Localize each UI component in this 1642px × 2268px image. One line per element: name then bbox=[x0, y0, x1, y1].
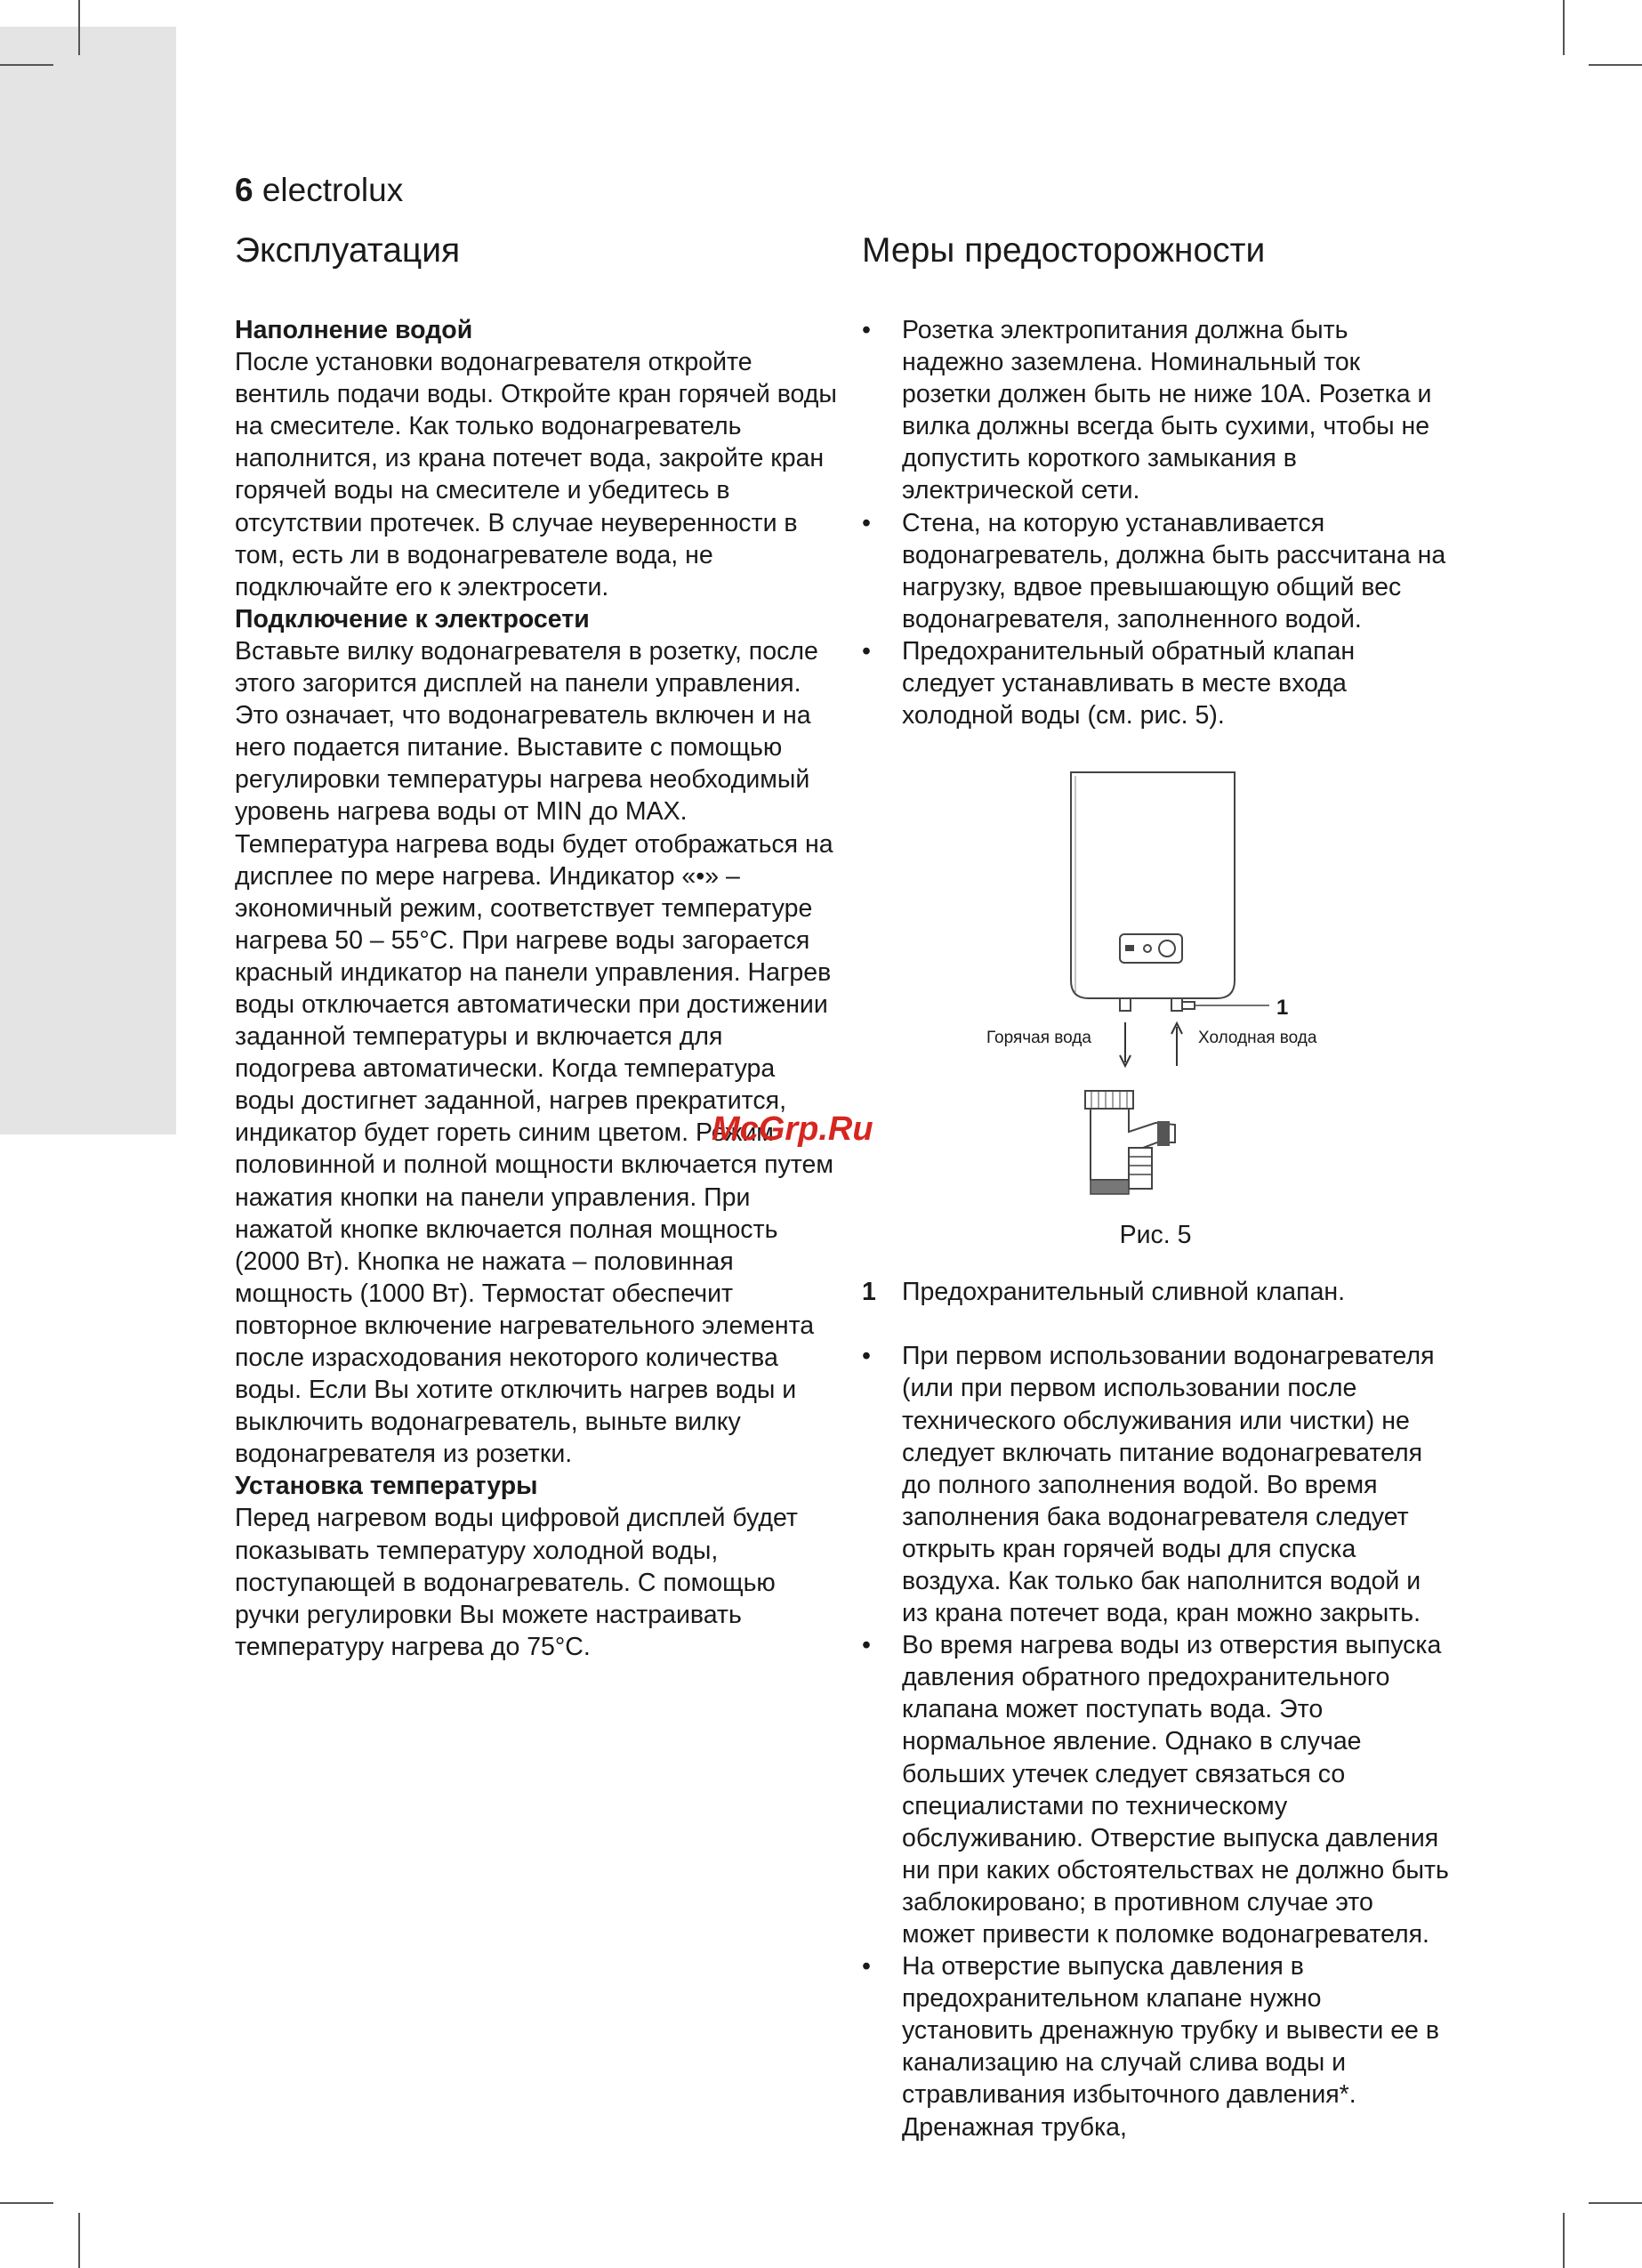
crop-mark bbox=[0, 2202, 53, 2204]
brand-name: electrolux bbox=[262, 172, 404, 208]
water-heater-diagram bbox=[862, 769, 1449, 1205]
hot-water-label: Горячая вода bbox=[986, 1029, 1091, 1048]
left-column bbox=[235, 314, 840, 1663]
crop-mark bbox=[78, 0, 80, 55]
subheading-temperature: Установка температуры bbox=[235, 1472, 538, 1501]
right-column bbox=[862, 314, 1449, 2143]
side-tab-strip bbox=[0, 27, 176, 1134]
subheading-filling: Наполнение водой bbox=[235, 316, 473, 344]
figure-caption: Рис. 5 bbox=[1119, 1221, 1192, 1250]
legend-text: Предохранительный сливной клапан. bbox=[902, 1278, 1346, 1307]
list-item: • При первом использовании водонагревателя (или при первом использовании после технического обслуживания или чистки) не следует включать питание водонагревателя до полного заполнения водой. Во время заполнения бака водонагревателя следует открыть кран горячей воды для спуска воздуха. Как только бак наполнится водой и из крана потечет вода, кран можно закрыть. bbox=[862, 1340, 1449, 1629]
precautions-list-top bbox=[862, 314, 1449, 731]
callout-number: 1 bbox=[1276, 996, 1289, 1021]
crop-mark bbox=[78, 2213, 80, 2268]
crop-mark bbox=[1563, 2213, 1565, 2268]
crop-mark bbox=[1563, 0, 1565, 55]
right-section-title: Меры предосторожности bbox=[862, 231, 1266, 270]
left-section-title: Эксплуатация bbox=[235, 231, 461, 270]
list-item: • Стена, на которую устанавливается водонагреватель, должна быть рассчитана на нагрузку, вдвое превышающую общий вес водонагревателя, заполненного водой. bbox=[862, 507, 1449, 635]
list-item: • Во время нагрева воды из отверстия выпуска давления обратного предохранительного клапана может поступать вода. Это нормальное явление. Однако в случае больших утечек следует связаться со специалистами по техническому обслуживанию. Отверстие выпуска давления ни при каких обстоятельствах не должно быть заблокировано; в противном случае это может привести к поломке водонагревателя. bbox=[862, 1629, 1449, 1950]
paragraph-filling: После установки водонагревателя откройте вентиль подачи воды. Откройте кран горячей воды на смесителе. Как только водонагреватель наполнится, из крана потечет вода, закройте кран горячей воды на смесителе и убедитесь в отсутствии протечек. В случае неуверенности в том, есть ли в водонагревателе вода, не подключайте его к электросети. bbox=[235, 348, 837, 601]
list-item: • На отверстие выпуска давления в предохранительном клапане нужно установить дренажную трубку и вывести ее в канализацию на случай слива воды и стравливания избыточного давления*. Дренажная трубка, bbox=[862, 1950, 1449, 2143]
cold-water-label: Холодная вода bbox=[1198, 1029, 1317, 1048]
watermark: McGrp.Ru bbox=[712, 1110, 873, 1148]
figure-legend bbox=[862, 1276, 1449, 1308]
crop-mark bbox=[1589, 64, 1642, 66]
list-item: • Розетка электропитания должна быть надежно заземлена. Номинальный ток розетки должен быть не ниже 10А. Розетка и вилка должны всегда быть сухими, чтобы не допустить короткого замыкания в электрической сети. bbox=[862, 314, 1449, 507]
subheading-power: Подключение к электросети bbox=[235, 604, 590, 634]
list-item: • Предохранительный обратный клапан следует устанавливать в месте входа холодной воды (см. рис. 5). bbox=[862, 635, 1449, 731]
page-header bbox=[235, 171, 403, 210]
paragraph-temperature: Перед нагревом воды цифровой дисплей будет показывать температуру холодной воды, поступающей в водонагреватель. С помощью ручки регулировки Вы можете настраивать температуру нагрева до 75°C. bbox=[235, 1504, 798, 1661]
crop-mark bbox=[1589, 2202, 1642, 2204]
crop-mark bbox=[0, 64, 53, 66]
page-number: 6 bbox=[235, 172, 254, 208]
precautions-list-bottom bbox=[862, 1340, 1449, 2143]
legend-number: 1 bbox=[862, 1278, 876, 1307]
figure-5 bbox=[862, 769, 1449, 1276]
paragraph-power: Вставьте вилку водонагревателя в розетку, после этого загорится дисплей на панели управления. Это означает, что водонагреватель включен и на него подается питание. Выставите с помощью регулировки температуры нагрева необходимый уровень нагрева воды от MIN до MAX. Температура нагрева воды будет отображаться на дисплее по мере нагрева. Индикатор «•» – экономичный режим, соответствует температуре нагрева 50 – 55°C. При нагреве воды загорается красный индикатор на панели управления. Нагрев воды отключается автоматически при достижении заданной температуры и включается для подогрева автоматически. Когда температура воды достигнет заданной, нагрев прекратится, индикатор будет гореть синим цветом. Режим половинной и полной мощности включается путем нажатия кнопки на панели управления. При нажатой кнопке включается полная мощность (2000 Вт). Кнопка не нажата – половинная мощность (1000 Вт). Термостат обеспечит повторное включение нагревательного элемента после израсходования некоторого количества воды. Если Вы хотите отключить нагрев воды и выключить водонагреватель, выньте вилку водонагревателя из розетки. bbox=[235, 636, 833, 1469]
